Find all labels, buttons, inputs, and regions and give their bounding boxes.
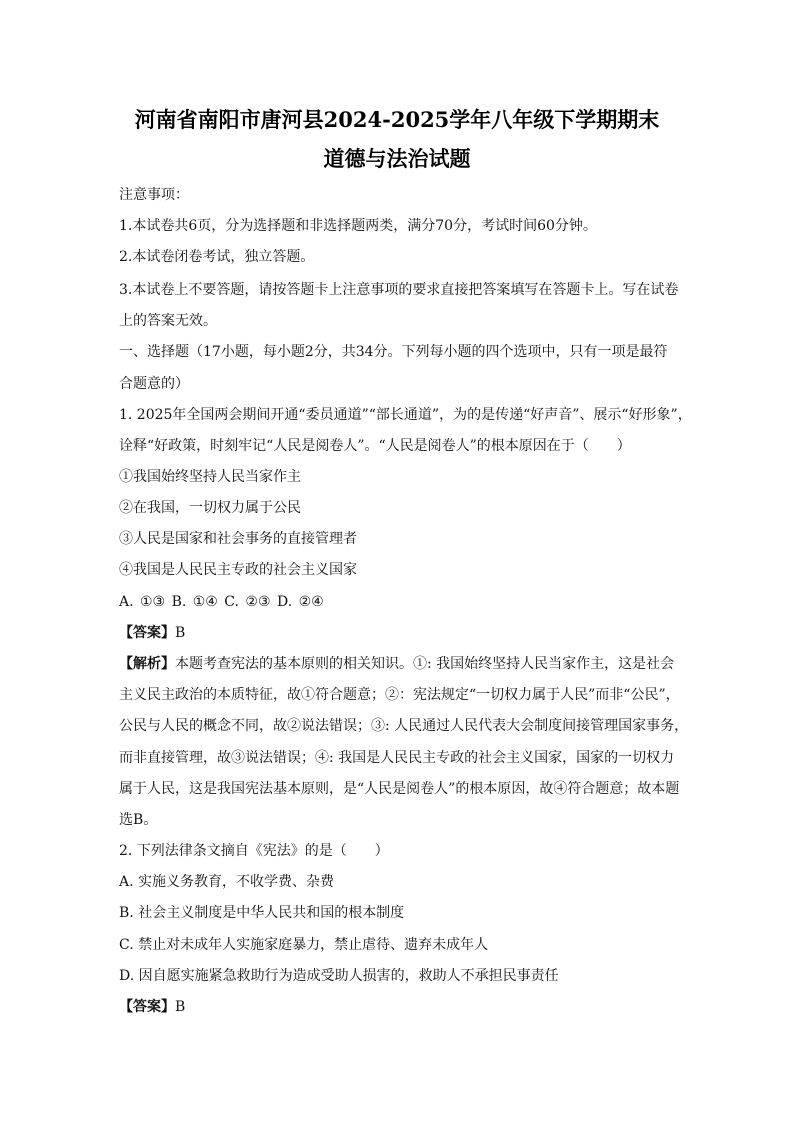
question-1-options: A. ①③ B. ①④ C. ②③ D. ②④ — [119, 594, 324, 610]
answer-value: B — [175, 625, 186, 641]
question-1-analysis-continued: 公民与人民的概念不同，故②说法错误；③: 人民通过人民代表大会制度间接管理国家事务， — [119, 718, 689, 734]
section-heading: 一、选择题（17小题，每小题2分，共34分。下列每小题的四个选项中，只有一项是最符 — [119, 344, 668, 360]
question-2-option-c: C. 禁止对未成年人实施家庭暴力，禁止虐待、遗弃未成年人 — [119, 937, 489, 953]
document-title-line-2: 道德与法治试题 — [323, 146, 471, 171]
analysis-text: 本题考查宪法的基本原则的相关知识。①: 我国始终坚持人民当家作主，这是社会 — [175, 656, 675, 672]
notice-item: 2.本试卷闭卷考试，独立答题。 — [119, 249, 315, 265]
answer-value: B — [175, 999, 186, 1015]
question-2-option-b: B. 社会主义制度是中华人民共和国的根本制度 — [119, 905, 405, 921]
notice-item: 1.本试卷共6页，分为选择题和非选择题两类，满分70分，考试时间60分钟。 — [119, 218, 597, 234]
question-2-answer — [119, 997, 679, 1017]
question-2-stem: 2. 下列法律条文摘自《宪法》的是（ ） — [119, 843, 389, 859]
notice-item-continued: 上的答案无效。 — [119, 313, 217, 329]
question-1-analysis-continued: 属于人民，这是我国宪法基本原则，是“人民是阅卷人”的根本原因，故④符合题意；故本题 — [119, 781, 680, 797]
analysis-label: 【解析】 — [119, 656, 175, 672]
answer-label: 【答案】 — [119, 999, 175, 1015]
section-heading-continued: 合题意的） — [119, 376, 189, 392]
question-1-statement: ③人民是国家和社会事务的直接管理者 — [119, 531, 357, 547]
question-1-analysis-continued: 选B。 — [119, 812, 158, 828]
question-1-stem: 1. 2025年全国两会期间开通“委员通道”“部长通道”，为的是传递“好声音”、展示“好形象”， — [119, 407, 692, 423]
question-1-analysis — [119, 654, 679, 674]
question-1-stem-continued: 诠释“好政策，时刻牢记“人民是阅卷人”。“人民是阅卷人”的根本原因在于（ ） — [119, 438, 631, 454]
document-title-line-1: 河南省南阳市唐河县2024-2025学年八年级下学期期末 — [134, 107, 660, 132]
question-1-statement: ④我国是人民民主专政的社会主义国家 — [119, 562, 357, 578]
question-2-option-a: A. 实施义务教育，不收学费、杂费 — [119, 874, 335, 890]
notice-heading: 注意事项： — [119, 187, 189, 203]
question-1-statement: ①我国始终坚持人民当家作主 — [119, 469, 301, 485]
question-1-statement: ②在我国，一切权力属于公民 — [119, 500, 301, 516]
question-2-option-d: D. 因自愿实施紧急救助行为造成受助人损害的，救助人不承担民事责任 — [119, 968, 559, 984]
notice-item: 3.本试卷上不要答题，请按答题卡上注意事项的要求直接把答案填写在答题卡上。写在试卷 — [119, 282, 679, 298]
question-1-analysis-continued: 而非直接管理，故③说法错误；④: 我国是人民民主专政的社会主义国家，国家的一切权力 — [119, 750, 675, 766]
answer-label: 【答案】 — [119, 625, 175, 641]
question-1-analysis-continued: 主义民主政治的本质特征，故①符合题意；②：宪法规定“一切权力属于人民”而非“公民”， — [119, 687, 680, 703]
question-1-answer — [119, 623, 679, 643]
